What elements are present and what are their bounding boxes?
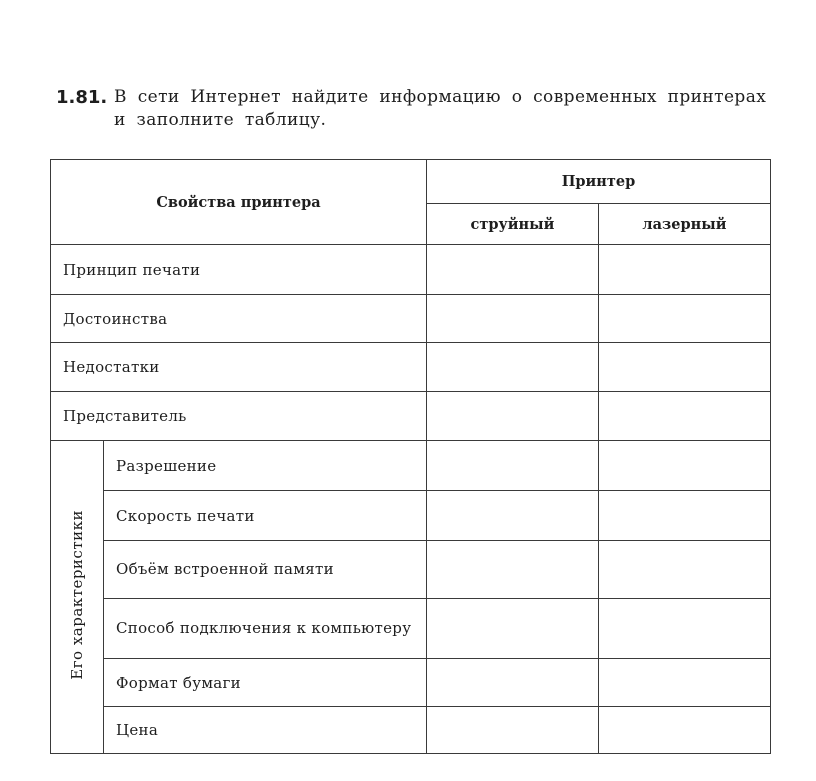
empty-cell[interactable]	[599, 295, 771, 343]
header-properties: Свойства принтера	[51, 160, 427, 245]
row-label-print-principle: Принцип печати	[51, 245, 427, 295]
empty-cell[interactable]	[599, 441, 771, 491]
header-column-laser: лазерный	[599, 204, 771, 245]
empty-cell[interactable]	[427, 245, 599, 295]
row-label-print-speed: Скорость печати	[104, 491, 427, 541]
empty-cell[interactable]	[599, 659, 771, 707]
empty-cell[interactable]	[427, 441, 599, 491]
task-statement	[56, 86, 776, 132]
row-label-advantages: Достоинства	[51, 295, 427, 343]
empty-cell[interactable]	[427, 541, 599, 599]
group-label-cell	[51, 441, 104, 754]
row-label-connection: Способ подключения к компьютеру	[104, 599, 427, 659]
row-label-memory: Объём встроенной памяти	[104, 541, 427, 599]
empty-cell[interactable]	[599, 491, 771, 541]
row-label-disadvantages: Недостатки	[51, 343, 427, 392]
empty-cell[interactable]	[427, 659, 599, 707]
header-column-inkjet: струйный	[427, 204, 599, 245]
empty-cell[interactable]	[427, 392, 599, 441]
row-label-representative: Представитель	[51, 392, 427, 441]
printer-comparison-table	[50, 159, 771, 754]
task-number: 1.81.	[56, 87, 108, 108]
task-text: В сети Интернет найдите информацию о современных принтерах и заполните таблицу.	[114, 87, 767, 130]
empty-cell[interactable]	[427, 491, 599, 541]
empty-cell[interactable]	[427, 707, 599, 754]
empty-cell[interactable]	[599, 392, 771, 441]
empty-cell[interactable]	[427, 599, 599, 659]
empty-cell[interactable]	[599, 707, 771, 754]
header-printer: Принтер	[427, 160, 771, 204]
row-label-resolution: Разрешение	[104, 441, 427, 491]
empty-cell[interactable]	[599, 541, 771, 599]
row-label-paper-format: Формат бумаги	[104, 659, 427, 707]
empty-cell[interactable]	[599, 343, 771, 392]
group-label-characteristics: Его характеристики	[68, 510, 86, 680]
empty-cell[interactable]	[599, 599, 771, 659]
empty-cell[interactable]	[427, 343, 599, 392]
empty-cell[interactable]	[427, 295, 599, 343]
row-label-price: Цена	[104, 707, 427, 754]
empty-cell[interactable]	[599, 245, 771, 295]
